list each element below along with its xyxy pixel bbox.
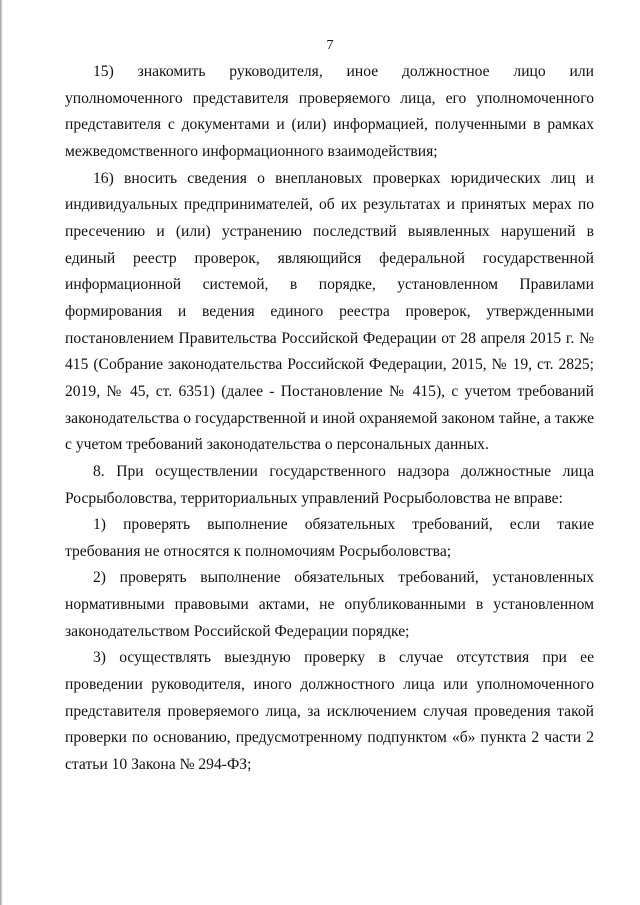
paragraph-subitem-1: 1) проверять выполнение обязательных требований, если такие требования не относятся к полномочиям Росрыболовства; [65,516,594,560]
document-body [65,59,594,779]
paragraph-subitem-2: 2) проверять выполнение обязательных требований, установленных нормативными правовыми актами, не опубликованными в установленном законодательством Российской Федерации порядке; [65,569,594,640]
paragraph-item-16: 16) вносить сведения о внеплановых проверках юридических лиц и индивидуальных предпринимателей, об их результатах и принятых мерах по пресечению и (или) устранению последствий выявленных нарушений в единый реестр проверок, являющийся федеральной государственной информационной системой, в порядке, установленном Правилами формирования и ведения единого реестра проверок, утвержденными постановлением Правительства Российской Федерации от 28 апреля 2015 г. № 415 (Собрание законодательства Российской Федерации, 2015, № 19, ст. 2825; 2019, № 45, ст. 6351) (далее - Постановление № 415), с учетом требований законодательства о государственной и иной охраняемой законом тайне, а также с учетом требований законодательства о персональных данных. [65,169,594,454]
page-number: 7 [326,38,334,53]
paragraph-subitem-3: 3) осуществлять выездную проверку в случае отсутствия при ее проведении руководителя, иного должностного лица или уполномоченного представителя проверяемого лица, за исключением случая проведения такой проверки по основанию, предусмотренному подпунктом «б» пункта 2 части 2 статьи 10 Закона № 294-ФЗ; [65,649,594,774]
paragraph-item-15: 15) знакомить руководителя, иное должностное лицо или уполномоченного представителя проверяемого лица, его уполномоченного представителя с документами и (или) информацией, полученными в рамках межведомственного информационного взаимодействия; [65,63,594,160]
page-edge [0,0,3,905]
paragraph-clause-8: 8. При осуществлении государственного надзора должностные лица Росрыболовства, территориальных управлений Росрыболовства не вправе: [65,462,594,507]
